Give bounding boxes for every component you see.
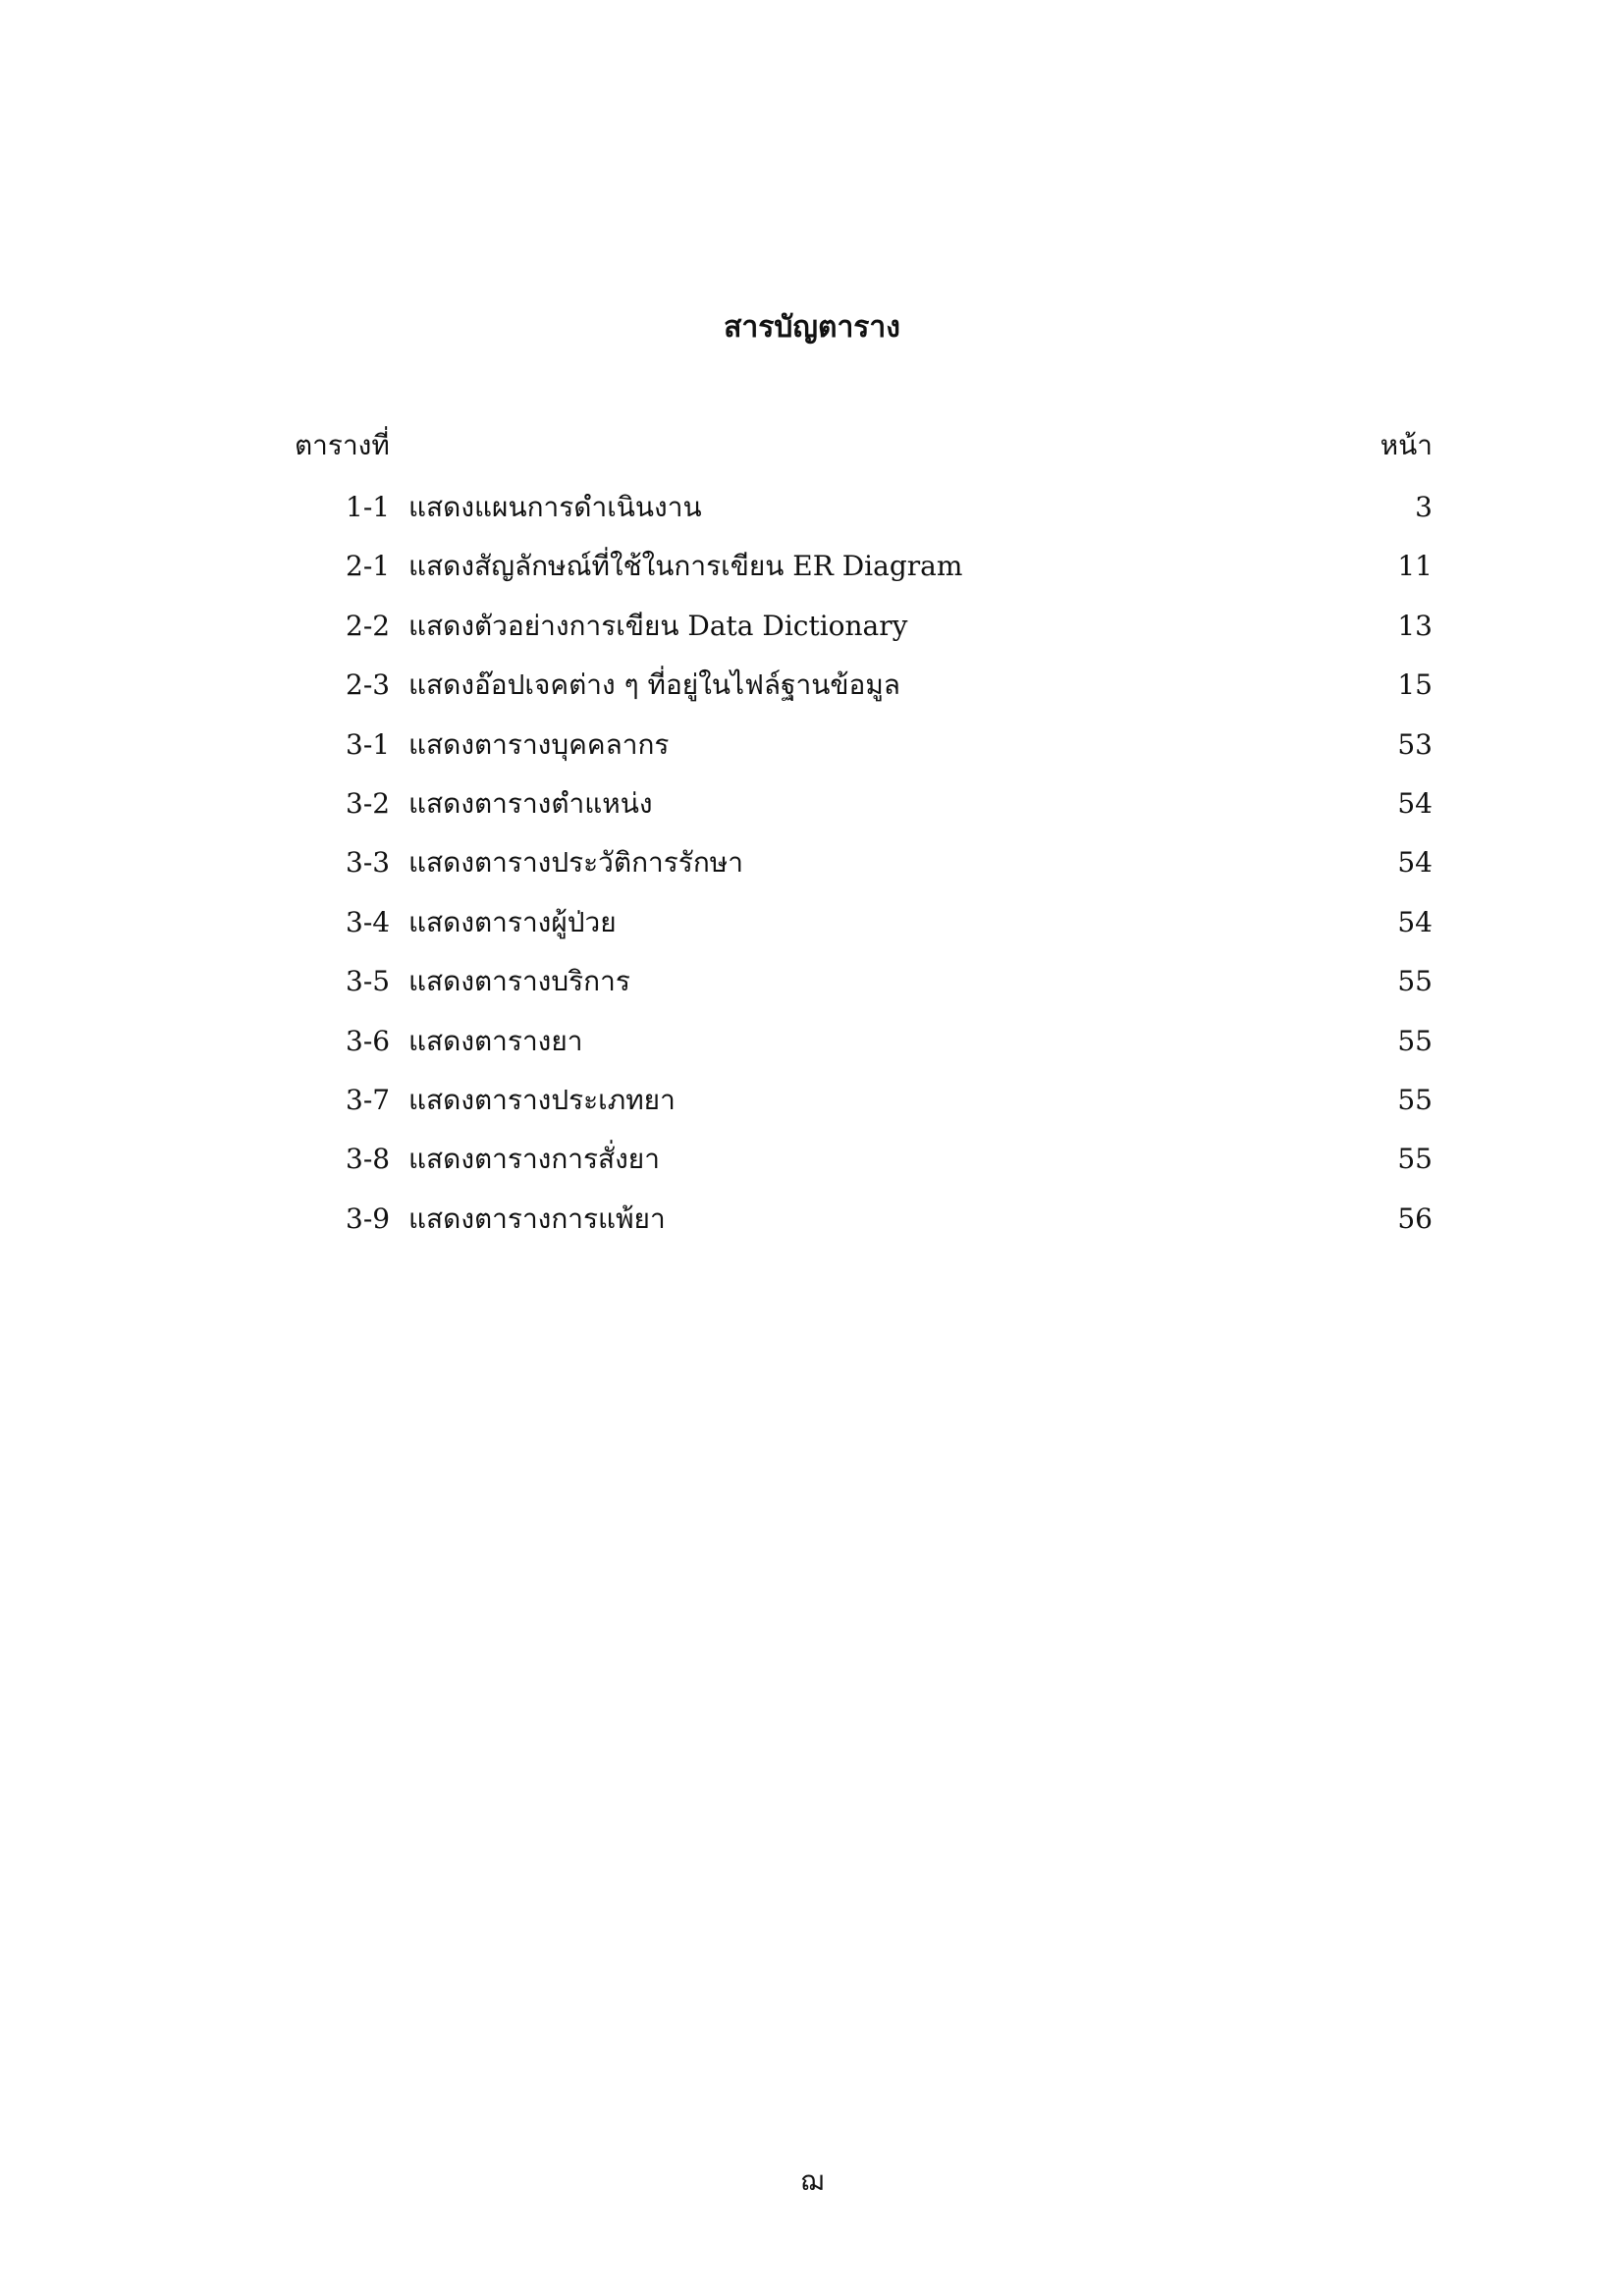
toc-entry-page: 55 bbox=[1397, 1143, 1433, 1176]
toc-entry bbox=[346, 723, 1433, 782]
toc-entry-number: 2-1 bbox=[346, 550, 391, 583]
toc-entry-number: 3-4 bbox=[346, 905, 391, 938]
toc-entry bbox=[346, 960, 1433, 1019]
toc-entry bbox=[346, 782, 1433, 841]
page-title: สารบัญตาราง bbox=[724, 310, 900, 345]
toc-entry-page: 13 bbox=[1397, 609, 1433, 642]
toc-entry-page: 56 bbox=[1397, 1201, 1433, 1235]
toc-entry-label: แสดงตารางตำแหน่ง bbox=[408, 786, 653, 820]
toc-entry-label: แสดงตารางการสั่งยา bbox=[408, 1143, 660, 1176]
toc-entry-number: 3-9 bbox=[346, 1201, 391, 1235]
toc-entry bbox=[346, 1020, 1433, 1079]
toc-entry-number: 2-3 bbox=[346, 668, 391, 702]
toc-entry-page: 54 bbox=[1397, 846, 1433, 880]
toc-entry-label: แสดงตารางยา bbox=[408, 1024, 583, 1057]
toc-entry-number: 3-1 bbox=[346, 727, 391, 761]
toc-entry-number: 3-8 bbox=[346, 1143, 391, 1176]
toc-entry-number: 3-6 bbox=[346, 1024, 391, 1057]
toc-entry-label: แสดงอ๊อปเจคต่าง ๆ ที่อยู่ในไฟล์ฐานข้อมูล bbox=[408, 668, 900, 702]
toc-entry-page: 55 bbox=[1397, 1024, 1433, 1057]
page-marker: ฌ bbox=[800, 2164, 824, 2197]
toc-entry-label: แสดงตัวอย่างการเขียน Data Dictionary bbox=[408, 609, 908, 642]
toc-entry bbox=[346, 545, 1433, 604]
toc-entry-label: แสดงตารางการแพ้ยา bbox=[408, 1201, 666, 1235]
page-number-header: หน้า bbox=[1380, 429, 1433, 461]
table-number-header: ตารางที่ bbox=[295, 429, 390, 461]
toc-entry bbox=[346, 901, 1433, 960]
toc-entry bbox=[346, 664, 1433, 722]
toc-entry-page: 54 bbox=[1397, 786, 1433, 820]
toc-entry-number: 3-7 bbox=[346, 1083, 391, 1116]
toc-entry-number: 3-5 bbox=[346, 965, 391, 998]
toc-entry-label: แสดงตารางประวัติการรักษา bbox=[408, 846, 743, 880]
toc-entry-label: แสดงตารางบริการ bbox=[408, 965, 630, 998]
toc-entry bbox=[346, 605, 1433, 664]
toc-entry-page: 15 bbox=[1397, 668, 1433, 702]
toc-entry-number: 3-3 bbox=[346, 846, 391, 880]
toc-entry-page: 54 bbox=[1397, 905, 1433, 938]
toc-entry bbox=[346, 841, 1433, 900]
toc-entry-number: 2-2 bbox=[346, 609, 391, 642]
table-of-tables-list bbox=[346, 486, 1433, 1256]
toc-entry-page: 53 bbox=[1397, 727, 1433, 761]
toc-entry-label: แสดงตารางประเภทยา bbox=[408, 1083, 676, 1116]
toc-entry-page: 55 bbox=[1397, 965, 1433, 998]
toc-entry-page: 3 bbox=[1415, 491, 1433, 523]
toc-entry-number: 3-2 bbox=[346, 786, 391, 820]
toc-entry-label: แสดงตารางบุคคลากร bbox=[408, 727, 670, 761]
toc-entry-label: แสดงตารางผู้ป่วย bbox=[408, 905, 617, 938]
toc-entry-label: แสดงแผนการดำเนินงาน bbox=[408, 491, 702, 523]
toc-entry bbox=[346, 1079, 1433, 1138]
toc-entry bbox=[346, 1198, 1433, 1256]
toc-entry bbox=[346, 1138, 1433, 1197]
toc-entry-page: 11 bbox=[1397, 550, 1433, 583]
toc-entry-page: 55 bbox=[1397, 1083, 1433, 1116]
toc-entry bbox=[346, 486, 1433, 545]
toc-entry-label: แสดงสัญลักษณ์ที่ใช้ในการเขียน ER Diagram bbox=[408, 550, 963, 583]
toc-entry-number: 1-1 bbox=[346, 491, 391, 523]
